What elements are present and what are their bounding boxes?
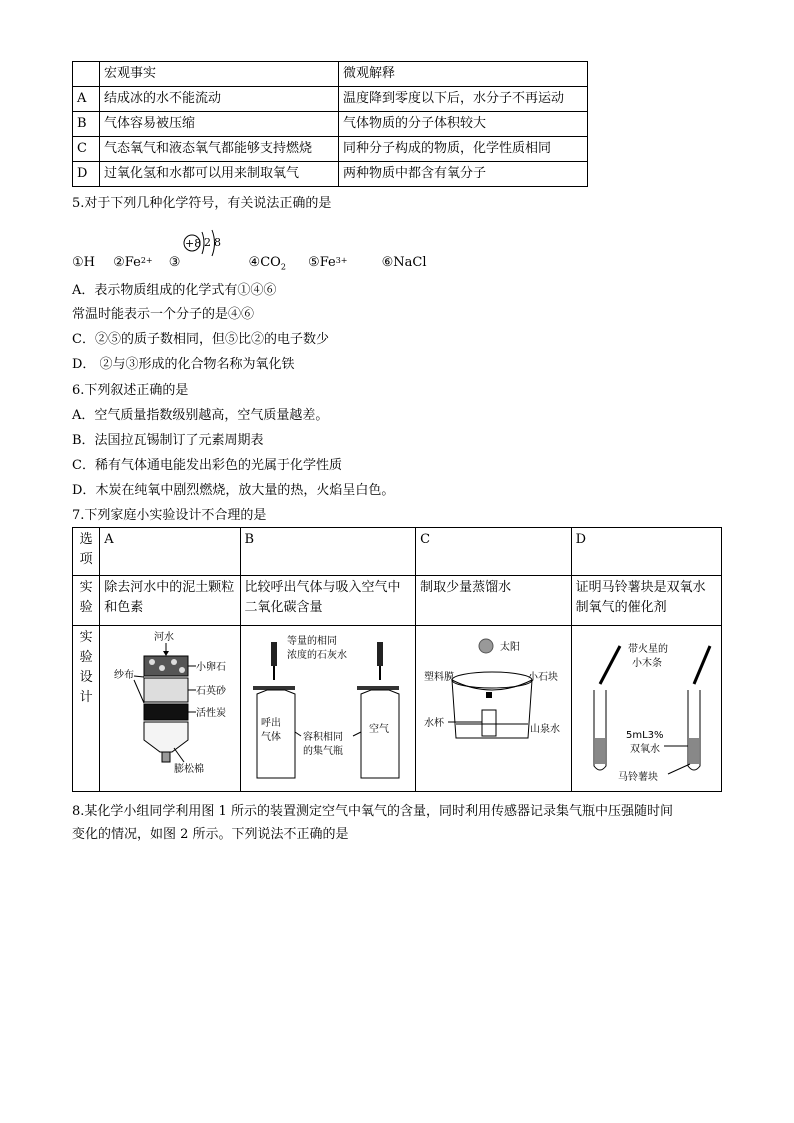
table-cell: 结成冰的水不能流动 [100,87,339,112]
fig-label: 5mL3% [625,730,664,741]
fig-label: 双氧水 [629,744,660,755]
table-cell: C [73,137,100,162]
symbol-fe3: $⑤Fe^{3+}$ [308,255,348,270]
option-label: D [571,528,721,576]
fig-label: 小石块 [528,672,559,683]
symbol-atom: ③ [168,255,181,270]
table-cell: 过氧化氢和水都可以用来制取氧气 [100,162,339,187]
fig-label: 石英砂 [196,686,227,697]
table-row [73,626,722,792]
q5-option: D． ②与③形成的化合物名称为氧化铁 [72,357,295,372]
row-label-design: 实验设计 [73,626,100,792]
table-row [73,162,588,187]
symbol-fe2: $②Fe^{2+}$ [113,255,153,270]
experiment-text: 比较呼出气体与吸入空气中二氧化碳含量 [240,576,416,626]
table-cell: 温度降到零度以下后，水分子不再运动 [339,87,588,112]
table-cell: D [73,162,100,187]
table-cell: A [73,87,100,112]
question4-table [72,61,588,187]
table-row [73,62,588,87]
option-label: B [240,528,416,576]
symbol-co2: $④CO_2$ [248,255,286,272]
q8-line: 变化的情况，如图 2 所示。下列说法不正确的是 [72,827,349,842]
table-cell: 同种分子构成的物质，化学性质相同 [339,137,588,162]
table-row [73,576,722,626]
fig-label: 带火星的 [627,644,668,655]
q5-stem: 5.对于下列几种化学符号，有关说法正确的是 [72,196,332,211]
cotton-layer [144,722,188,752]
pebble-layer [144,656,188,676]
table-row [73,137,588,162]
q6-option: A．空气质量指数级别越高，空气质量越差。 [72,408,329,423]
q7-stem: 7.下列家庭小实验设计不合理的是 [72,508,267,523]
fig-label: 容积相同 [302,732,343,743]
fig-label: 等量的相同 [286,636,337,647]
fig-label: 小木条 [631,658,662,669]
sun-icon [479,639,493,653]
q6-stem: 6.下列叙述正确的是 [72,383,189,398]
fig-label: 河水 [154,632,175,643]
figure-cell-c [416,626,571,792]
fig-label: 水杯 [424,718,445,729]
table-cell: 气体容易被压缩 [100,112,339,137]
fig-label: 膨松棉 [174,764,205,775]
figure-cell-a [100,626,240,792]
table-cell: 气态氧气和液态氧气都能够支持燃烧 [100,137,339,162]
fig-label: 小卵石 [196,662,227,673]
gas-comparison-figure [245,628,410,786]
fig-label: 呼出 [260,718,281,729]
sand-layer [144,678,188,702]
symbol-h: ①H [72,255,95,270]
q5-symbols [72,254,427,277]
charcoal-layer [144,704,188,720]
q5-option: 常温时能表示一个分子的是④⑥ [72,307,255,322]
table-row [73,528,722,576]
q6-option: D．木炭在纯氧中剧烈燃烧，放大量的热，火焰呈白色。 [72,483,395,498]
experiment-text: 证明马铃薯块是双氧水制氧气的催化剂 [571,576,721,626]
dropper [271,642,277,666]
fig-label: 活性炭 [196,708,227,719]
fig-label: 太阳 [500,642,521,653]
option-label: A [100,528,240,576]
table-header-micro: 微观解释 [339,62,588,87]
table-cell: 两种物质中都含有氧分子 [339,162,588,187]
option-label: C [416,528,571,576]
table-cell [73,62,100,87]
nucleus-charge: +8 [185,237,202,250]
catalyst-figure [576,628,716,786]
q8-line: 8.某化学小组同学利用图 1 所示的装置测定空气中氧气的含量，同时利用传感器记录集气瓶中压强随时间 [72,804,673,819]
fig-label: 马铃薯块 [617,772,658,783]
q6-option: B．法国拉瓦锡制订了元素周期表 [72,433,264,448]
q5-option: A．表示物质组成的化学式有①④⑥ [72,283,277,298]
table-row [73,87,588,112]
table-header-macro: 宏观事实 [100,62,339,87]
distillation-figure [420,628,565,786]
row-label-option: 选项 [73,528,100,576]
row-label-experiment: 实验 [73,576,100,626]
table-cell: B [73,112,100,137]
fig-label: 纱布 [114,670,135,681]
table-row [73,112,588,137]
wood-splint [600,646,620,684]
dropper [377,642,383,666]
water-filter-figure [104,628,234,786]
experiment-text: 制取少量蒸馏水 [416,576,571,626]
wood-splint [694,646,710,684]
fig-label: 塑料膜 [424,672,455,683]
fig-label: 山泉水 [530,724,561,735]
table-cell: 气体物质的分子体积较大 [339,112,588,137]
water-cup [482,710,496,736]
shell-electrons: 8 [214,236,221,249]
figure-cell-d [571,626,721,792]
fig-label: 浓度的石灰水 [286,650,347,661]
experiment-text: 除去河水中的泥土颗粒和色素 [100,576,240,626]
q6-option: C．稀有气体通电能发出彩色的光属于化学性质 [72,458,342,473]
fig-label: 气体 [260,732,281,743]
fig-label: 的集气瓶 [302,746,343,757]
shell-electrons: 2 [204,236,211,249]
figure-cell-b [240,626,416,792]
symbol-nacl: ⑥NaCl [381,255,427,270]
question7-table [72,527,722,792]
q5-option: C．②⑤的质子数相同，但⑤比②的电子数少 [72,332,329,347]
fig-label: 空气 [368,724,389,735]
